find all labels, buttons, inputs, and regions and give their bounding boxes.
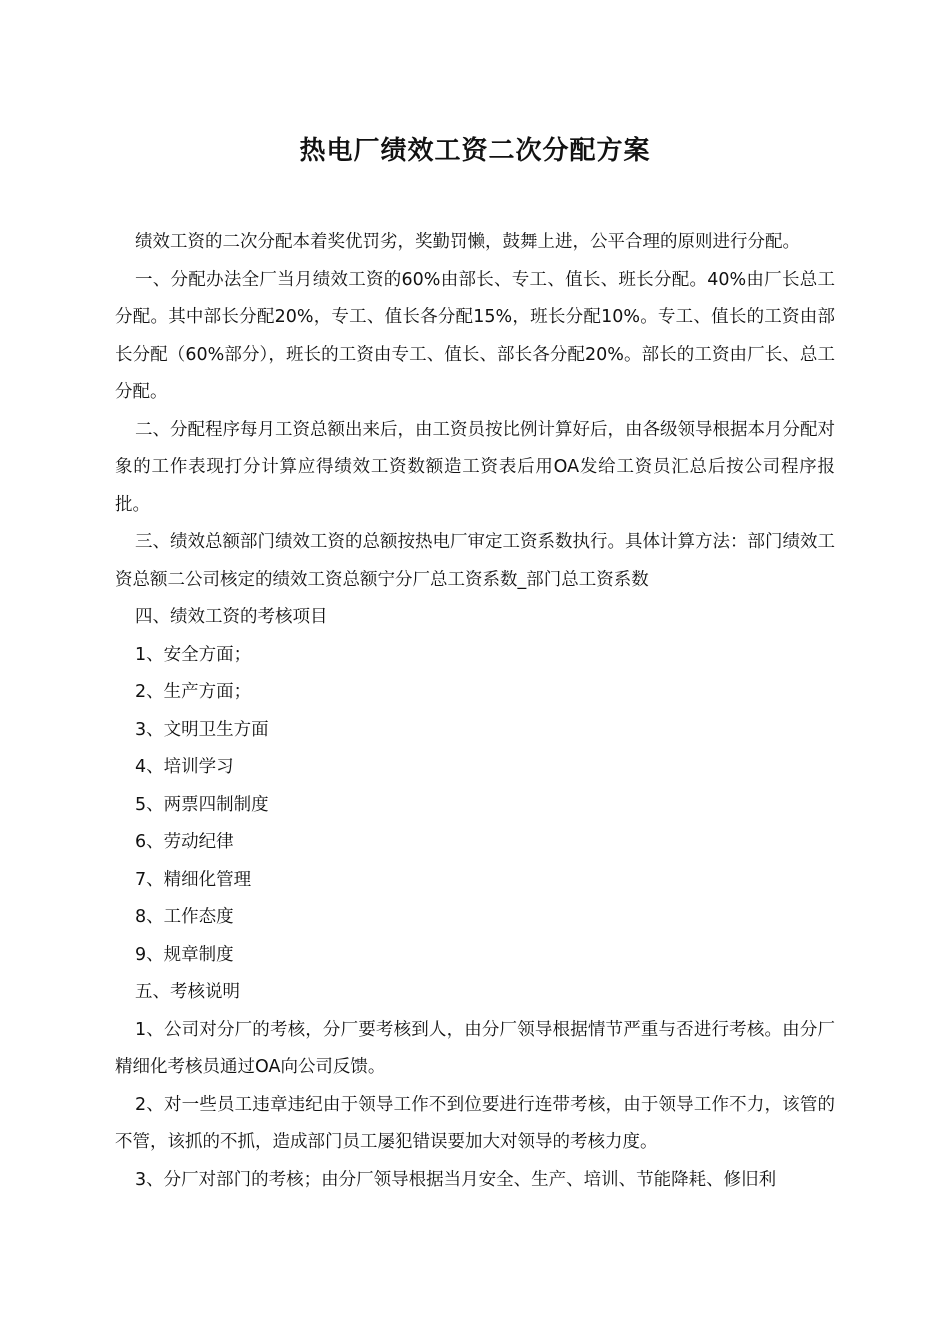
assessment-item: 8、工作态度 [135, 907, 234, 927]
assessment-item: 6、劳动纪律 [135, 832, 234, 852]
assessment-item: 4、培训学习 [135, 757, 234, 777]
section-1-distribution-method: 一、分配办法全厂当月绩效工资的60%由部长、专工、值长、班长分配。40%由厂长总工分配。其中部长分配20%，专工、值长各分配15%，班长分配10%。专工、值长的工资由部长分配（60%部分），班长的工资由专工、值长、部长各分配20%。部长的工资由厂长、总工分配。 [115, 269, 835, 402]
section-3-performance-total: 三、绩效总额部门绩效工资的总额按热电厂审定工资系数执行。具体计算方法：部门绩效工资总额二公司核定的绩效工资总额宁分厂总工资系数_部门总工资系数 [115, 532, 835, 590]
assessment-item: 7、精细化管理 [135, 869, 252, 890]
section-2-distribution-procedure: 二、分配程序每月工资总额出来后，由工资员按比例计算好后，由各级领导根据本月分配对象的工作表现打分计算应得绩效工资数额造工资表后用OA发给工资员汇总后按公司程序报批。 [115, 419, 835, 515]
intro-paragraph: 绩效工资的二次分配本着奖优罚劣，奖勤罚懒，鼓舞上进，公平合理的原则进行分配。 [135, 232, 800, 252]
assessment-note: 2、对一些员工违章违纪由于领导工作不到位要进行连带考核，由于领导工作不力，该管的不管，该抓的不抓，造成部门员工屡犯错误要加大对领导的考核力度。 [115, 1094, 835, 1152]
document-title: 热电厂绩效工资二次分配方案 [299, 136, 651, 166]
assessment-item: 9、规章制度 [135, 944, 234, 965]
assessment-note: 1、公司对分厂的考核，分厂要考核到人，由分厂领导根据情节严重与否进行考核。由分厂精细化考核员通过OA向公司反馈。 [115, 1019, 835, 1077]
assessment-item: 3、文明卫生方面 [135, 719, 269, 740]
assessment-item: 2、生产方面； [135, 682, 252, 702]
assessment-note: 3、分厂对部门的考核；由分厂领导根据当月安全、生产、培训、节能降耗、修旧利 [135, 1169, 777, 1190]
section-5-heading: 五、考核说明 [135, 982, 240, 1002]
assessment-item: 5、两票四制制度 [135, 794, 269, 815]
document-body [115, 224, 835, 1199]
assessment-item: 1、安全方面； [135, 644, 252, 665]
section-4-heading: 四、绩效工资的考核项目 [135, 607, 328, 627]
